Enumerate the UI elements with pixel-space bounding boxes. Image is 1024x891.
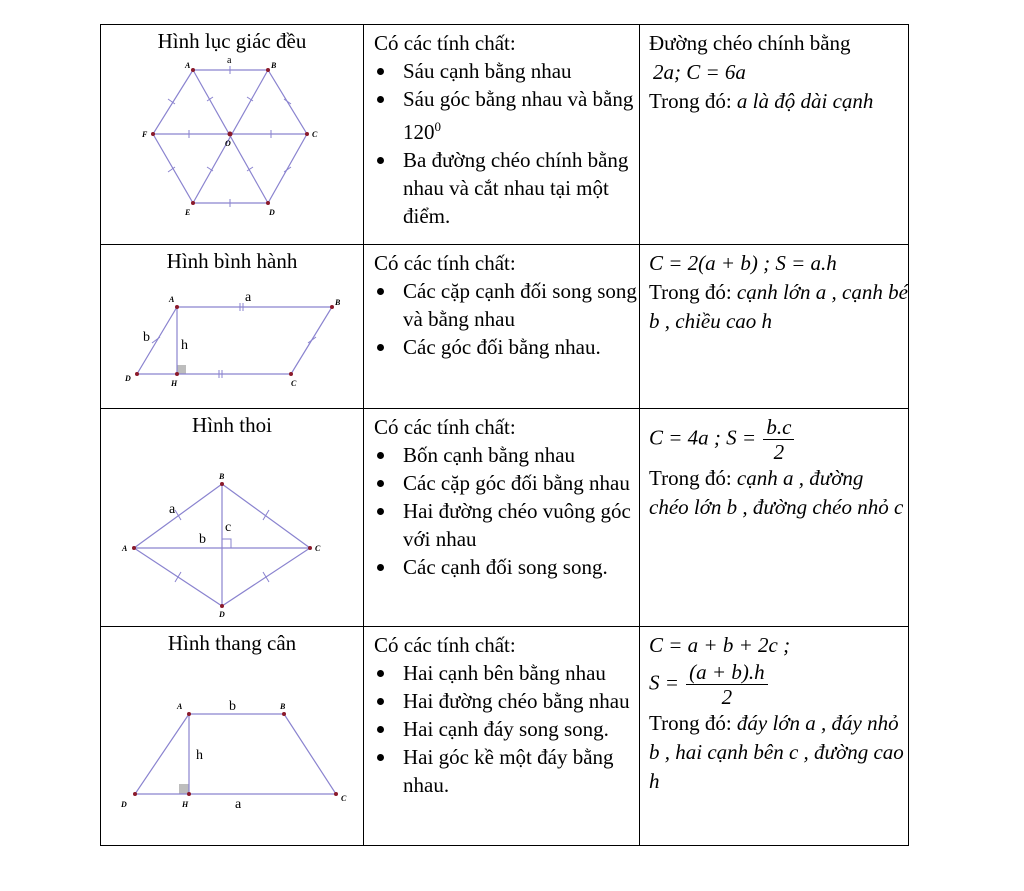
list-item: Các cặp cạnh đối song song và bằng nhau <box>374 277 639 333</box>
vertex-e: E <box>185 208 191 217</box>
list-item: Các cặp góc đối bằng nhau <box>374 469 639 497</box>
vertex-a: A <box>177 702 183 711</box>
properties-list <box>374 57 639 230</box>
vertex-d: D <box>125 374 131 383</box>
list-item: Hai cạnh đáy song song. <box>374 715 639 743</box>
vertex-d: D <box>121 800 127 809</box>
table-row <box>101 627 909 846</box>
vertex-c: C <box>312 130 318 139</box>
vertex-c: C <box>315 544 321 553</box>
label-b: b <box>229 699 236 714</box>
vertex-f: F <box>142 130 148 139</box>
formula-math: 2a; C = 6a <box>653 60 746 84</box>
label-a: a <box>227 55 232 66</box>
shape-cell <box>101 627 364 846</box>
list-item: Hai đường chéo bằng nhau <box>374 687 639 715</box>
table-row <box>101 409 909 627</box>
properties-lead: Có các tính chất: <box>374 251 516 275</box>
properties-lead: Có các tính chất: <box>374 415 516 439</box>
hexagon-figure <box>127 53 337 228</box>
formula-cell <box>640 245 909 409</box>
degree-superscript: 0 <box>434 119 441 134</box>
formula-where: Trong đó: cạnh lớn a , cạnh bé b , chiều cao h <box>649 280 908 333</box>
center-o: O <box>225 139 231 148</box>
vertex-b: B <box>219 472 225 481</box>
label-a: a <box>245 290 252 305</box>
shape-cell <box>101 245 364 409</box>
formula-text: Đường chéo chính bằng <box>649 31 851 55</box>
list-item: Ba đường chéo chính bằng nhau và cắt nhau tại một điểm. <box>374 146 639 230</box>
formula-cell <box>640 25 909 245</box>
label-h: h <box>181 338 188 353</box>
label-a: a <box>169 502 176 517</box>
table-row <box>101 25 909 245</box>
fraction: $\frac{b.c}{2}$ <box>763 415 794 464</box>
parallelogram-figure <box>107 273 357 398</box>
label-a: a <box>235 797 242 812</box>
shape-name: Hình lục giác đều <box>157 29 307 53</box>
formula-cell <box>640 627 909 846</box>
formula-cell <box>640 409 909 627</box>
fraction: $\frac{(a + b).h}{2}$ <box>686 660 767 709</box>
shape-name: Hình thoi <box>192 413 272 437</box>
trapezoid-figure <box>107 655 357 825</box>
formula-where: Trong đó: a là độ dài cạnh <box>649 89 874 113</box>
vertex-a: A <box>169 295 175 304</box>
vertex-c: C <box>341 794 347 803</box>
properties-lead: Có các tính chất: <box>374 633 516 657</box>
properties-list <box>374 277 639 361</box>
formula-math: C = 4a ; S = $\frac{b.c}{2}$ <box>649 413 908 464</box>
vertex-a: A <box>185 61 191 70</box>
formula-math: C = a + b + 2c ; <box>649 633 791 657</box>
foot-h: H <box>171 379 178 388</box>
vertex-b: B <box>271 61 277 70</box>
formula-math: C = 2(a + b) ; S = a.h <box>649 251 837 275</box>
vertex-c: C <box>291 379 297 388</box>
vertex-d: D <box>219 610 225 617</box>
label-h: h <box>196 748 203 763</box>
vertex-d: D <box>269 208 275 217</box>
list-item: Các cạnh đối song song. <box>374 553 639 581</box>
shape-cell <box>101 409 364 627</box>
list-item: Các góc đối bằng nhau. <box>374 333 639 361</box>
rhombus-figure <box>117 437 347 617</box>
shape-name: Hình bình hành <box>166 249 298 273</box>
list-item: Hai góc kề một đáy bằng nhau. <box>374 743 639 799</box>
vertex-a: A <box>122 544 128 553</box>
shape-cell <box>101 25 364 245</box>
list-item: Hai đường chéo vuông góc với nhau <box>374 497 639 553</box>
formula-where: Trong đó: đáy lớn a , đáy nhỏ b , hai cạnh bên c , đường cao h <box>649 711 904 793</box>
label-c: c <box>225 520 232 535</box>
shape-name: Hình thang cân <box>167 631 297 655</box>
properties-cell <box>364 25 640 245</box>
list-item: Sáu cạnh bằng nhau <box>374 57 639 85</box>
list-item: Bốn cạnh bằng nhau <box>374 441 639 469</box>
label-b: b <box>199 532 206 547</box>
formula-area: S = $\frac{(a + b).h}{2}$ <box>649 660 908 709</box>
formula-where: Trong đó: cạnh a , đường chéo lớn b , đường chéo nhỏ c <box>649 466 904 519</box>
table-row <box>101 245 909 409</box>
list-item: Sáu góc bằng nhau và bằng $120^0$ <box>374 85 639 146</box>
properties-list <box>374 659 639 799</box>
properties-list <box>374 441 639 581</box>
properties-cell <box>364 409 640 627</box>
properties-cell <box>364 245 640 409</box>
list-item: Hai cạnh bên bằng nhau <box>374 659 639 687</box>
label-b: b <box>143 330 150 345</box>
foot-h: H <box>182 800 189 809</box>
shapes-table <box>100 24 909 846</box>
vertex-b: B <box>335 298 341 307</box>
vertex-b: B <box>280 702 286 711</box>
properties-cell <box>364 627 640 846</box>
properties-lead: Có các tính chất: <box>374 31 516 55</box>
